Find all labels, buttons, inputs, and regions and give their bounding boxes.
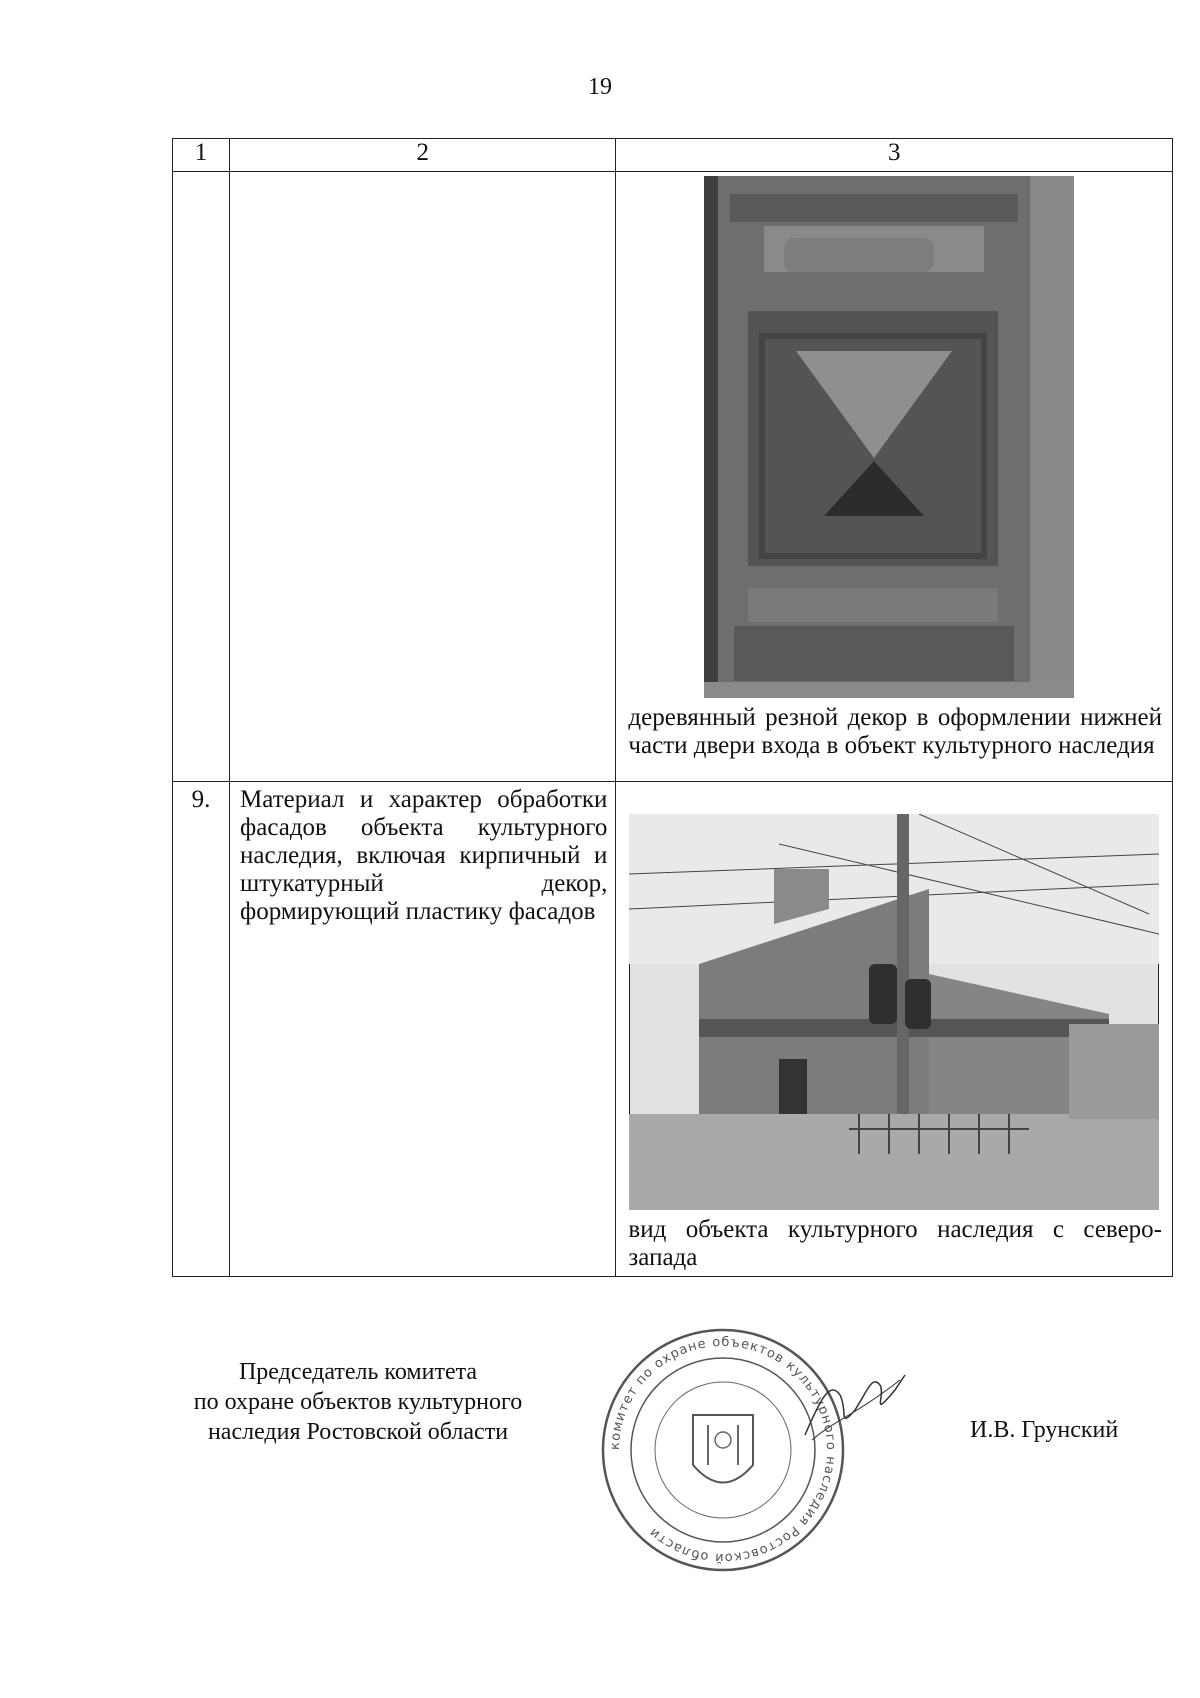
row-description <box>230 172 616 782</box>
table-header-row <box>173 139 1173 172</box>
header-cell-3: 3 <box>616 139 1173 172</box>
row-number: 9. <box>173 782 230 1277</box>
photo-caption: деревянный резной декор в оформлении нижней части двери входа в объект культурного наследия <box>628 704 1162 759</box>
row-description: Материал и характер обработки фасадов объекта культурного наследия, включая кирпичный и штукатурный декор, формирующий пластику фасадов <box>230 782 616 1277</box>
building-facade-photo <box>629 814 1159 1210</box>
handwritten-signature <box>800 1360 910 1450</box>
header-cell-2: 2 <box>230 139 616 172</box>
table-row <box>173 782 1173 1277</box>
page-number: 19 <box>588 74 612 100</box>
row-image-cell <box>616 782 1173 1277</box>
signatory-position <box>150 1357 566 1447</box>
door-carving-photo <box>704 176 1074 698</box>
row-number <box>173 172 230 782</box>
signatory-name: И.В. Грунский <box>970 1417 1119 1443</box>
svg-text:комитет по охране объектов кул: комитет по охране объектов культурного наследия Ростовской области <box>607 1334 839 1566</box>
table-row <box>173 172 1173 782</box>
heritage-table <box>172 138 1173 1277</box>
position-line: по охране объектов культурного <box>193 1389 523 1415</box>
position-line: Председатель комитета <box>238 1359 478 1385</box>
row-image-cell <box>616 172 1173 782</box>
position-line: наследия Ростовской области <box>207 1419 509 1445</box>
header-cell-1: 1 <box>173 139 230 172</box>
photo-caption: вид объекта культурного наследия с северо-запада <box>628 1216 1162 1271</box>
